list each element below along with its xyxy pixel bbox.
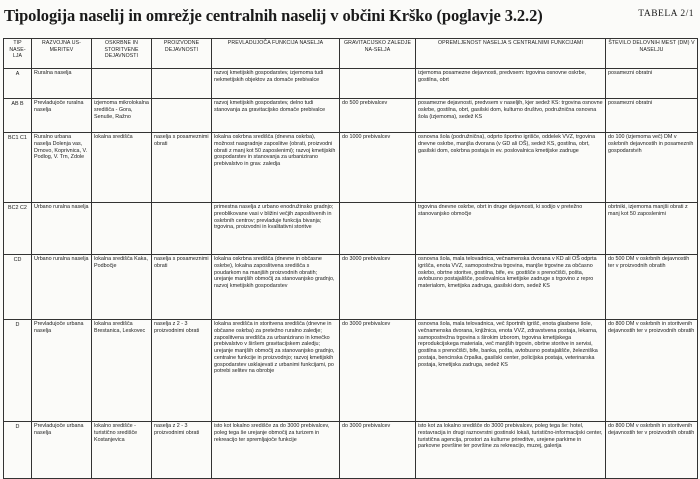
equipment-cell: posamezne dejavnosti, predvsem v naseljih, kjer sedež KS: trgovina osnovne oskrbe, gostilna, obrt, gasilski dom, kulturno društvo, podružnična osnovna šola (izjemoma), sedež KS (416, 99, 606, 133)
equipment-cell: osnovna šola (podružnična), odprto športno igrišče, oddelek VVZ, trgovina dnevne oskrbe, manjša dvorana (v GD ali OŠ), sedež KS, gostilna, obrt, gasilski dom, oskrbna postaja in ev. poslovalnica kmetijske zadruge (416, 133, 606, 203)
jobs-cell: posamezni obratni (606, 69, 698, 99)
production-cell: naselja z 2 - 3 proizvodnimi obrati (152, 320, 212, 422)
services-cell: izjemoma mikrolokalna središča - Gora, Senuše, Ražno (92, 99, 152, 133)
hinterland-cell (340, 203, 416, 255)
services-cell: lokalna središča Brestanica, Leskovec (92, 320, 152, 422)
jobs-cell: do 500 DM v oskrbnih dejavnostih ter v proizvodnih obratih (606, 255, 698, 320)
header-cell: ŠTEVILO DELOVNIH MEST (DM) V NASELJU (606, 39, 698, 69)
jobs-cell: obrtniki, izjemoma manjši obrati z manj kot 50 zaposlenimi (606, 203, 698, 255)
development-cell: Prevladujoče ruralna naselja (32, 99, 92, 133)
header-cell: GRAVITACIJSKO ZALEDJE NA-SELJA (340, 39, 416, 69)
development-cell: Urbano ruralna naselja (32, 203, 92, 255)
function-cell: lokalna oskrbna središča (dnevna oskrba), možnost nasgradnje zaposlitve (obrati, proizvodni obrati z manj kot 50 zaposlenimi); razvoj kmetijskih gospodarstev in stanovanja za urbanizirano prebivalstvo in grav. zaledja (212, 133, 340, 203)
table-row (4, 320, 698, 422)
function-cell: lokalna oskrbna središča (dnevne in občasne oskrbe), lokalna zaposlitvena središča s poudarkom na manjših proizvodnih obratih; urejanje manjših območij za stanovanjsko gradnjo, razvoj kmetijskih gospodarstev (212, 255, 340, 320)
header-cell: PROIZVODNE DEJAVNOSTI (152, 39, 212, 69)
development-cell: Urbano ruralna naselja (32, 255, 92, 320)
function-cell: isto kot lokalno središče za do 3000 prebivalcev, poleg tega še urejanje območij za turizem in rekreacijo ter spremljajoče funkcije (212, 422, 340, 479)
type-cell: CD (4, 255, 32, 320)
production-cell: naselja s posameznimi obrati (152, 255, 212, 320)
production-cell (152, 203, 212, 255)
function-cell: lokalna središča in storitvena središča (dnevne in občasne oskrba) za pretežno ruralno zaledje; zaposlitvena središča za urbanizirano in kmečko prebivalstvo v širšem gravitacijskem zaledju; urejanje manjših območij za stanovanjsko gradnjo, centralne funkcije in proizvodnjo; razvoj kmetijskih gospodarstev usklajevati z urbanimi funkcijami, po potrebi selitev na obrobje (212, 320, 340, 422)
type-cell: BC1 C1 (4, 133, 32, 203)
table-row (4, 99, 698, 133)
header-cell: OSKRBNE IN STORITVENE DEJAVNOSTI (92, 39, 152, 69)
hinterland-cell: do 500 prebivalcev (340, 99, 416, 133)
type-cell: D (4, 422, 32, 479)
type-cell: A (4, 69, 32, 99)
table-label: TABELA 2/1 (638, 9, 694, 19)
table-row (4, 203, 698, 255)
header-cell: RAZVOJNA US-MERITEV (32, 39, 92, 69)
production-cell (152, 99, 212, 133)
equipment-cell: isto kot za lokalno središče do 3000 prebivalcev, poleg tega še: hotel, restavracija in drugi raznovrstni gostinski lokali, turistično-informacijski center, turistična agencija, prostori za kulturne prireditve, urejene parkirne in parkovne površine ter površine za rekreacijo, muzej, galerija (416, 422, 606, 479)
hinterland-cell: do 3000 prebivalcev (340, 422, 416, 479)
type-cell: D (4, 320, 32, 422)
hinterland-cell: do 3000 prebivalcev (340, 320, 416, 422)
header-cell: OPREMLJENOST NASELJA S CENTRALNIMI FUNKCIJAMI (416, 39, 606, 69)
table-row (4, 422, 698, 479)
development-cell: Prevladujoče urbana naselja (32, 422, 92, 479)
services-cell (92, 203, 152, 255)
table-row (4, 133, 698, 203)
hinterland-cell (340, 69, 416, 99)
function-cell: razvoj kmetijskih gospodarstev, delno tudi stanovanja za gravitacijsko domače prebivalce (212, 99, 340, 133)
production-cell (152, 69, 212, 99)
services-cell (92, 69, 152, 99)
production-cell: naselja z 2 - 3 proizvodnimi obrati (152, 422, 212, 479)
jobs-cell: do 100 (izjemoma več) DM v oskrbnih dejavnostih in posameznih gospodarstvih (606, 133, 698, 203)
table-row (4, 69, 698, 99)
document-title: Tipologija naselij in omrežje centralnih naselij v občini Krško (poglavje 3.2.2) (4, 6, 543, 25)
settlement-table (3, 38, 698, 479)
services-cell: lokalna središča Kaka, Podbočje (92, 255, 152, 320)
header-cell: TIP NASE-LJA (4, 39, 32, 69)
function-cell: razvoj kmetijskih gospodarstev, izjemoma tudi nekmetijskih objektov za domače prebivalce (212, 69, 340, 99)
development-cell: Prevladujoče urbana naselja (32, 320, 92, 422)
equipment-cell: trgovina dnevne oskrbe, obrt in druge dejavnosti, ki sodijo v pretežno stanovanjsko območje (416, 203, 606, 255)
hinterland-cell: do 3000 prebivalcev (340, 255, 416, 320)
type-cell: BC2 C2 (4, 203, 32, 255)
equipment-cell: izjemoma posamezne dejavnosti, predvsem: trgovina osnovne oskrbe, gostilna, obrt (416, 69, 606, 99)
jobs-cell: do 800 DM v oskrbnih in storitvenih dejavnostih ter v proizvodnih obratih (606, 422, 698, 479)
development-cell: Ruralna naselja (32, 69, 92, 99)
production-cell: naselja s posameznimi obrati (152, 133, 212, 203)
header-cell: PREVLADUJOČA FUNKCIJA NASELJA (212, 39, 340, 69)
services-cell: lokalna središča (92, 133, 152, 203)
function-cell: primestna naselja z urbano enodružinsko gradnjo; preoblikovane vasi v bližini večjih zaposlitvenih in oskrbnih centrov; prevladuje funkcija bivanja; trgovina, proizvodni in kvalitativni storitve (212, 203, 340, 255)
jobs-cell: posamezni obratni (606, 99, 698, 133)
hinterland-cell: do 1000 prebivalcev (340, 133, 416, 203)
equipment-cell: osnovna šola, mala telovadnica, več športnih igrišč, enota glasbene šole, večnamenska dvorana, knjižnica, enota VVZ, zdravstvena postaja, lekarna, samopostrežna trgovina s širokim izborom, trgovina kmetijskega reprodukcijskega materiala, več manjših trgovin, obrtne storitve in servisi, gostilna s prenočišči, bife, banka, pošta, avtobusno postajališče, železniška postaja, bencinska črpalka, gasilski center, policijska postaja, veterinarska postaja, kmetijska zadruga, sedež KS (416, 320, 606, 422)
type-cell: AB B (4, 99, 32, 133)
table-header-row (4, 39, 698, 69)
jobs-cell: do 800 DM v oskrbnih in storitvenih dejavnostih ter v proizvodnih obratih (606, 320, 698, 422)
equipment-cell: osnovna šola, mala telovadnica, večnamenska dvorana v KD ali OŠ odprta igrišča, enota VVZ, samopostrežna trgovina, manjše trgovine za občasno oskrbo, obrtne storitve, gostilna, bife, ev. gostišče s prenočišči, pošta, avtobusno postajališče, poslovalnica kmetijske zadruge s trgovino z repro materialom, kmetijska zadruga, gasilski dom, sedež KS (416, 255, 606, 320)
services-cell: lokalno središče - turistično središče Kostanjevica (92, 422, 152, 479)
table-row (4, 255, 698, 320)
development-cell: Ruralno urbana naselja Dolenja vas, Drnovo, Koprivnica, V. Podlog, V. Trn, Zdole (32, 133, 92, 203)
